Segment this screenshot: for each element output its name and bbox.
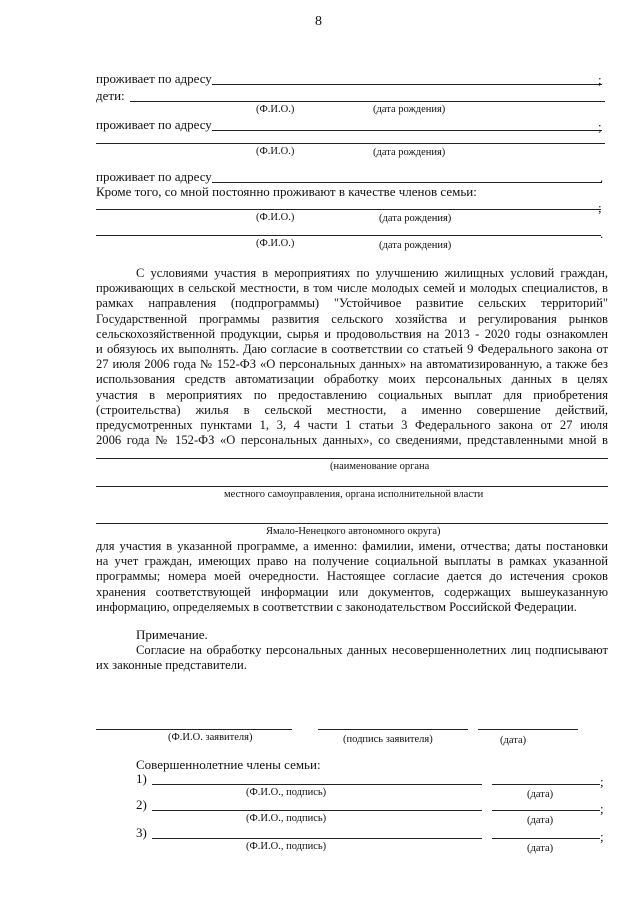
organ-line-1[interactable] [96,458,608,459]
applicant-date-caption: (дата) [500,735,527,746]
semicolon-1: ; [598,72,602,87]
child-line-1[interactable] [130,101,605,102]
child-birth-caption-1: (дата рождения) [373,104,446,115]
consent-paragraph [96,266,608,448]
period-5: . [600,226,604,241]
consent-line: рамках направления (подпрограммы) "Устойчивое развитие сельских территорий" [96,296,608,311]
applicant-signature-caption: (подпись заявителя) [343,734,433,745]
child-line-2[interactable] [96,143,605,144]
organ-caption-3: Ямало-Ненецкого автономного округа) [266,526,441,537]
address-line-1[interactable] [212,84,602,85]
applicant-date-line[interactable] [478,729,578,730]
consent-line: использования средств автоматизации обработку моих персональных данных в целях [96,372,608,387]
adult-date-caption-3: (дата) [527,843,554,854]
purpose-line: программы; номера моей очередности. Настоящее согласие дается до истечения сроков [96,569,608,584]
applicant-fio-line[interactable] [96,729,292,730]
consent-line: 27 июля 2006 года № 152-ФЗ «О персональных данных» на автоматизированную, а также без [96,357,608,372]
applicant-fio-caption: (Ф.И.О. заявителя) [168,732,253,743]
consent-line: С условиями участия в мероприятиях по улучшению жилищных условий граждан, [136,266,608,280]
address-label-2: проживает по адресу [96,117,212,132]
note-title: Примечание. [136,627,208,642]
consent-line: (строительства) жилья в сельской местности, а именно совершение действий, [96,402,608,417]
adult-date-line-3[interactable] [492,838,600,839]
consent-line: предусмотренных пунктами 1, 3, 4 части 1 статьи 3 Федерального закона от 27 июля [96,417,608,432]
adult-number-2: 2) [136,797,147,812]
purpose-paragraph [96,539,608,615]
children-label: дети: [96,88,125,103]
adult-fio-line-1[interactable] [152,784,482,785]
adult-date-line-1[interactable] [492,784,600,785]
applicant-signature-line[interactable] [318,729,468,730]
note-line: Согласие на обработку персональных данных несовершеннолетних лиц подписывают [136,643,608,657]
consent-line: сельскохозяйственной продукции, сырья и продовольствия на 2013 - 2020 годы ознакомлен [96,326,608,341]
adult-date-caption-2: (дата) [527,815,554,826]
adult-date-caption-1: (дата) [527,789,554,800]
note-line: их законные представители. [96,658,247,673]
organ-caption-1: (наименование органа [330,461,430,472]
semicolon-4: ; [598,200,602,215]
child-fio-caption-1: (Ф.И.О.) [256,104,295,115]
child-fio-caption-2: (Ф.И.О.) [256,146,295,157]
adult-fio-caption-1: (Ф.И.О., подпись) [246,787,327,798]
purpose-line: для участия в указанной программе, а именно: фамилии, имени, отчества; даты постановки [96,539,608,553]
organ-line-3[interactable] [96,523,608,524]
consent-line: и обязуюсь их выполнять. Даю согласие в соответствии со статьей 9 Федерального закона от [96,341,608,356]
adult-number-3: 3) [136,825,147,840]
note-paragraph [96,643,608,673]
member-line-2[interactable] [96,235,601,236]
adult-fio-line-2[interactable] [152,810,482,811]
adult-semicolon-3: ; [600,829,604,844]
consent-line: Государственной программы развития сельского хозяйства и регулирования рынков [96,311,608,326]
member-birth-caption-1: (дата рождения) [379,213,452,224]
address-label-3: проживает по адресу [96,169,212,184]
adult-semicolon-1: ; [600,774,604,789]
consent-line: 2006 года № 152-ФЗ «О персональных данных», со сведениями, представленными мной в [96,433,608,448]
child-birth-caption-2: (дата рождения) [373,147,446,158]
consent-line: участия в мероприятиях по предоставлению социальных выплат для приобретения [96,387,608,402]
address-line-3[interactable] [212,182,602,183]
adult-fio-line-3[interactable] [152,838,482,839]
consent-line: проживающих в сельской местности, в том числе молодых семей и молодых специалистов, в [96,281,608,296]
member-birth-caption-2: (дата рождения) [379,240,452,251]
adults-label: Совершеннолетние члены семьи: [136,757,321,772]
organ-line-2[interactable] [96,486,608,487]
purpose-line: информацию, определяемых в соответствии с законодательством Российской Федерации. [96,599,577,614]
purpose-line: хранения соответствующей информации или документов, содержащих вышеуказанную [96,584,608,599]
address-line-2[interactable] [212,130,602,131]
address-label-1: проживает по адресу [96,71,212,86]
page-number: 8 [315,14,322,29]
adult-semicolon-2: ; [600,801,604,816]
member-fio-caption-1: (Ф.И.О.) [256,212,295,223]
members-intro: Кроме того, со мной постоянно проживают в качестве членов семьи: [96,184,477,199]
adult-fio-caption-3: (Ф.И.О., подпись) [246,841,327,852]
member-fio-caption-2: (Ф.И.О.) [256,238,295,249]
semicolon-2: ; [598,119,602,134]
purpose-line: на учет граждан, имеющих право на получение социальной выплаты в рамках указанной [96,554,608,569]
adult-fio-caption-2: (Ф.И.О., подпись) [246,813,327,824]
member-line-1[interactable] [96,209,601,210]
adult-number-1: 1) [136,771,147,786]
organ-caption-2: местного самоуправления, органа исполнительной власти [224,489,484,500]
period-3: . [600,170,604,185]
adult-date-line-2[interactable] [492,810,600,811]
